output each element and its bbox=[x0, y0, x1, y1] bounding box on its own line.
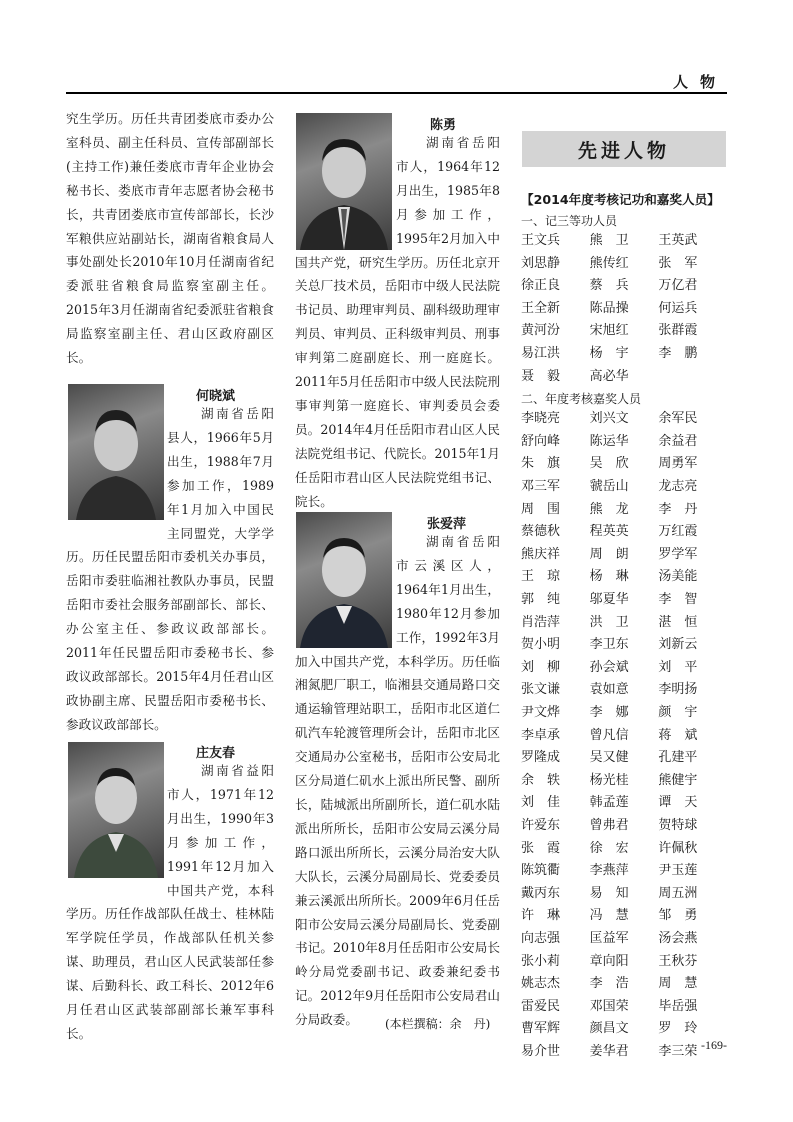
person-name-entry: 杨 宇 bbox=[589, 346, 629, 361]
name-row bbox=[521, 1018, 727, 1041]
person-name-entry: 颜 宇 bbox=[658, 705, 698, 720]
person-name-entry: 王英武 bbox=[658, 233, 698, 248]
person-name-entry: 郭 纯 bbox=[521, 592, 561, 607]
person-name-entry: 向志强 bbox=[521, 931, 561, 946]
person-name-entry: 邓国荣 bbox=[589, 998, 629, 1014]
person-name-entry: 杨光桂 bbox=[589, 772, 629, 788]
name-row bbox=[521, 499, 727, 522]
person-name-entry: 周 慧 bbox=[658, 976, 698, 992]
byline-credit: (本栏撰稿：余 丹) bbox=[385, 1017, 491, 1031]
person-name-entry: 许爱东 bbox=[521, 818, 561, 833]
person-bio: 湖南省益阳市人，1971年12月出生，1990年3月参加工作，1991年12月加入中国共产党，本科学历。历任作战部队任战士、桂林陆军学院任学员，作战部队任机关参谋、助理员，君山区人民武装部任参谋、后勤科长、政工科长、2012年6月任君山区武装部副部长兼军事科长。 bbox=[66, 763, 274, 1041]
name-row bbox=[521, 544, 727, 567]
person-name-entry: 尹玉莲 bbox=[658, 863, 698, 879]
person-name-entry: 姚志杰 bbox=[521, 976, 561, 992]
name-row bbox=[521, 566, 727, 589]
person-name-entry: 周五洲 bbox=[658, 885, 698, 901]
person-name-entry: 易江洪 bbox=[521, 346, 561, 361]
person-name-entry: 孔建平 bbox=[658, 750, 698, 766]
person-name-entry: 曹军辉 bbox=[521, 1021, 561, 1037]
name-row bbox=[521, 431, 727, 454]
name-row bbox=[521, 905, 727, 928]
person-name-entry: 湛 恒 bbox=[658, 614, 698, 630]
person-name-entry: 李 丹 bbox=[658, 501, 698, 517]
name-row bbox=[521, 928, 727, 951]
subsection-heading: 二、年度考核嘉奖人员 bbox=[521, 392, 642, 407]
person-name-entry: 徐正良 bbox=[521, 278, 561, 294]
person-name-entry: 蔡德秋 bbox=[521, 524, 561, 540]
name-row bbox=[521, 521, 727, 544]
person-name: 陈勇 bbox=[430, 118, 457, 133]
name-row bbox=[521, 275, 727, 298]
person-name-entry: 熊 卫 bbox=[589, 233, 629, 248]
name-row bbox=[521, 1041, 727, 1064]
person-name-entry: 陈品操 bbox=[589, 300, 629, 316]
person-name-entry: 吴又健 bbox=[589, 750, 629, 766]
person-bio-block bbox=[66, 402, 274, 737]
person-name-entry: 许 琳 bbox=[521, 908, 561, 924]
name-row bbox=[521, 230, 727, 253]
person-name: 何晓斌 bbox=[196, 389, 236, 404]
person-name-entry: 贺特球 bbox=[658, 818, 698, 833]
person-bio-block bbox=[295, 131, 500, 514]
person-name-entry: 李 浩 bbox=[589, 976, 629, 992]
name-row bbox=[521, 883, 727, 906]
person-name-entry: 龙志亮 bbox=[658, 479, 698, 494]
person-name-entry: 高必华 bbox=[589, 368, 629, 384]
person-name: 张爱萍 bbox=[427, 517, 467, 532]
person-name-entry: 韩孟莲 bbox=[589, 795, 629, 811]
name-row bbox=[521, 366, 727, 389]
person-name-entry: 张 霞 bbox=[521, 840, 561, 856]
person-name-entry: 万红霞 bbox=[658, 524, 698, 540]
name-row bbox=[521, 702, 727, 725]
person-name-entry: 李晓亮 bbox=[521, 411, 561, 427]
name-row bbox=[521, 657, 727, 680]
person-name-entry: 刘 佳 bbox=[521, 795, 561, 811]
person-bio: 湖南省岳阳市人，1964年12月出生，1985年8月参加工作，1995年2月加入中国共产党，研究生学历。历任北京开关总厂技术员，岳阳市中级人民法院书记员、助理审判员、副科级助理审判员、审判员、正科级审判员、刑事审判第二庭副庭长、刑一庭庭长。2011年5月任岳阳市中级人民法院刑事审判第一庭庭长、审判委员会委员。2014年4月任岳阳市君山区人民法院党组书记、代院长。2015年1月任岳阳市君山区人民法院党组书记、院长。 bbox=[295, 135, 500, 509]
name-row bbox=[521, 612, 727, 635]
name-row bbox=[521, 589, 727, 612]
header-rule bbox=[66, 92, 727, 94]
name-row bbox=[521, 860, 727, 883]
person-name-entry: 王 琼 bbox=[521, 569, 561, 585]
person-name-entry: 毕岳强 bbox=[658, 998, 698, 1014]
person-name-entry: 罗隆成 bbox=[521, 750, 561, 766]
col1-intro bbox=[66, 107, 274, 370]
float-spacer bbox=[66, 759, 167, 902]
person-name-entry: 刘 柳 bbox=[521, 659, 561, 675]
person-name-entry: 陈运华 bbox=[589, 433, 629, 449]
person-name-entry: 曾弗君 bbox=[589, 818, 629, 833]
person-bio: 湖南省岳阳县人，1966年5月出生，1988年7月参加工作，1989年1月加入中国民主同盟党，大学学历。历任民盟岳阳市委机关办事员，岳阳市委驻临湘社教队办事员，民盟岳阳市委社会服务部副部长、部长、办公室主任、参政议政部部长。2011年任民盟岳阳市委秘书长、参政议政部部长。2015年4月任君山区政协副主席、民盟岳阳市委秘书长、参政议政部部长。 bbox=[66, 406, 274, 732]
person-name-entry: 周 围 bbox=[521, 501, 561, 517]
person-name-entry: 李卫东 bbox=[589, 637, 629, 653]
person-name-entry: 蔡 兵 bbox=[589, 278, 629, 294]
person-name-entry: 王全新 bbox=[521, 300, 561, 316]
person-name-entry: 万亿君 bbox=[658, 278, 698, 294]
person-name-entry: 张群霞 bbox=[658, 323, 698, 339]
person-name-entry: 李 鹏 bbox=[658, 346, 698, 361]
person-name-entry: 刘兴文 bbox=[589, 411, 629, 427]
person-name-entry: 匡益军 bbox=[589, 931, 629, 946]
float-spacer bbox=[295, 530, 396, 649]
person-name-entry: 李 智 bbox=[658, 592, 698, 607]
person-name-entry: 熊庆祥 bbox=[521, 546, 561, 562]
person-name-entry: 李燕萍 bbox=[589, 863, 629, 879]
list-heading: 【2014年度考核记功和嘉奖人员】 bbox=[521, 192, 720, 207]
person-name-entry: 李明扬 bbox=[658, 682, 698, 698]
person-name-entry: 徐 宏 bbox=[589, 840, 629, 856]
person-name-entry: 肖浩萍 bbox=[521, 614, 561, 630]
person-name-entry: 王秋芬 bbox=[658, 953, 698, 969]
person-name-entry: 聂 毅 bbox=[521, 368, 561, 384]
person-name-entry: 罗学军 bbox=[658, 546, 698, 562]
person-name-entry: 袁如意 bbox=[589, 682, 629, 698]
person-name-entry: 刘新云 bbox=[658, 637, 698, 653]
person-name: 庄友春 bbox=[196, 746, 236, 761]
person-name-entry: 李卓承 bbox=[521, 727, 561, 743]
float-spacer bbox=[295, 131, 396, 250]
person-name-entry: 颜昌文 bbox=[589, 1021, 629, 1037]
person-name-entry: 周勇军 bbox=[658, 456, 698, 472]
person-name-entry: 章向阳 bbox=[589, 953, 629, 969]
person-name-entry: 张文谦 bbox=[521, 682, 561, 698]
name-row bbox=[521, 725, 727, 748]
name-row bbox=[521, 973, 727, 996]
person-name-entry bbox=[658, 366, 727, 389]
person-name-entry: 汤美能 bbox=[658, 569, 698, 585]
person-name-entry: 许佩秋 bbox=[658, 840, 698, 856]
person-name-entry: 戴丙东 bbox=[521, 885, 561, 901]
person-name-entry: 熊健宇 bbox=[658, 772, 698, 788]
person-bio-block bbox=[66, 759, 274, 1046]
person-name-entry: 曾凡信 bbox=[589, 727, 629, 743]
name-row bbox=[521, 320, 727, 343]
person-bio-block bbox=[295, 530, 500, 1032]
person-name-entry: 虢岳山 bbox=[589, 479, 629, 494]
person-name-entry: 熊传红 bbox=[589, 255, 629, 271]
person-name-entry: 余益君 bbox=[658, 433, 698, 449]
name-row bbox=[521, 792, 727, 815]
name-row bbox=[521, 476, 727, 499]
section-title-box: 先进人物 bbox=[522, 131, 726, 167]
person-name-entry: 宋旭红 bbox=[589, 323, 629, 339]
person-name-entry: 程英英 bbox=[589, 524, 629, 540]
person-name-entry: 姜华君 bbox=[589, 1044, 629, 1059]
person-name-entry: 刘 平 bbox=[658, 659, 698, 675]
person-name-entry: 舒向峰 bbox=[521, 433, 561, 449]
name-row bbox=[521, 408, 727, 431]
person-name-entry: 陈筑衢 bbox=[521, 863, 561, 879]
person-name-entry: 易介世 bbox=[521, 1044, 561, 1059]
person-name-entry: 洪 卫 bbox=[589, 614, 629, 630]
subsection-heading: 一、记三等功人员 bbox=[521, 214, 618, 228]
name-row bbox=[521, 951, 727, 974]
name-row bbox=[521, 747, 727, 770]
person-name-entry: 易 知 bbox=[589, 885, 629, 901]
name-row bbox=[521, 815, 727, 838]
name-row bbox=[521, 838, 727, 861]
section-header-title: 人物 bbox=[672, 73, 727, 91]
person-name-entry: 邹 勇 bbox=[658, 908, 698, 924]
name-row bbox=[521, 996, 727, 1019]
person-name-entry: 刘思静 bbox=[521, 255, 561, 271]
person-name-entry: 张 军 bbox=[658, 255, 698, 271]
person-name-entry: 余军民 bbox=[658, 411, 698, 427]
person-name-entry: 余 轶 bbox=[521, 772, 561, 788]
name-row bbox=[521, 453, 727, 476]
person-name-entry: 邓三军 bbox=[521, 479, 561, 494]
person-name-entry: 朱 旗 bbox=[521, 456, 561, 472]
name-row bbox=[521, 298, 727, 321]
person-name-entry: 周 朗 bbox=[589, 546, 629, 562]
person-name-entry: 汤会燕 bbox=[658, 931, 698, 946]
person-name-entry: 罗 玲 bbox=[658, 1021, 698, 1037]
person-name-entry: 张小莉 bbox=[521, 953, 561, 969]
name-row bbox=[521, 343, 727, 366]
person-name-entry: 蒋 斌 bbox=[658, 727, 698, 743]
name-row bbox=[521, 679, 727, 702]
person-name-entry: 王文兵 bbox=[521, 233, 561, 248]
person-name-entry: 贺小明 bbox=[521, 637, 561, 653]
person-name-entry: 熊 龙 bbox=[589, 501, 629, 517]
person-bio: 湖南省岳阳市云溪区人，1964年1月出生，1980年12月参加工作，1992年3月加入中国共产党，本科学历。历任临湘氮肥厂职工，临湘县交通局路口交通运输管理站职工，岳阳市北区道仁矶汽车轮渡管理所会计，岳阳市北区交通局办公室秘书，岳阳市公安局北区分局道仁矶水上派出所民警、副所长，陆城派出所副所长，道仁矶水陆派出所所长，岳阳市公安局云溪分局路口派出所所长，云溪分局治安大队大队长，云溪分局副局长、党委委员兼云溪派出所所长。2009年6月任岳阳市公安局云溪分局副局长、党委副书记。2010年8月任岳阳市公安局长岭分局党委副书记、政委兼纪委书记。2012年9月任岳阳市公安局君山分局政委。 bbox=[295, 534, 500, 1028]
person-name-entry: 谭 天 bbox=[658, 795, 698, 811]
name-row bbox=[521, 253, 727, 276]
person-name-entry: 李三荣 bbox=[658, 1044, 698, 1059]
name-row bbox=[521, 770, 727, 793]
person-name-entry: 李 娜 bbox=[589, 705, 629, 720]
name-row bbox=[521, 634, 727, 657]
person-name-entry: 冯 慧 bbox=[589, 908, 629, 924]
float-spacer bbox=[66, 402, 167, 545]
person-name-entry: 孙会斌 bbox=[589, 659, 629, 675]
person-name-entry: 何运兵 bbox=[658, 300, 698, 316]
person-name-entry: 杨 琳 bbox=[589, 569, 629, 585]
person-name-entry: 邬夏华 bbox=[589, 592, 629, 607]
col1-intro-text: 究生学历。历任共青团娄底市委办公室科员、副主任科员、宣传部副部长(主持工作)兼任娄底市青年企业协会秘书长、娄底市青年志愿者协会秘书长，共青团娄底市宣传部部长，长沙军粮供应站副站长，湖南省粮食局人事处副处长2010年10月任湖南省纪委派驻省粮食局监察室副主任。2015年3月任湖南省纪委派驻省粮食局监察室副主任、君山区政府副区长。 bbox=[66, 111, 274, 366]
person-name-entry: 吴 欣 bbox=[589, 456, 629, 472]
person-name-entry: 尹文烨 bbox=[521, 705, 561, 720]
person-name-entry: 雷爱民 bbox=[521, 998, 561, 1014]
person-name-entry: 黄河汾 bbox=[521, 323, 561, 339]
page-number: -169- bbox=[701, 1038, 727, 1052]
